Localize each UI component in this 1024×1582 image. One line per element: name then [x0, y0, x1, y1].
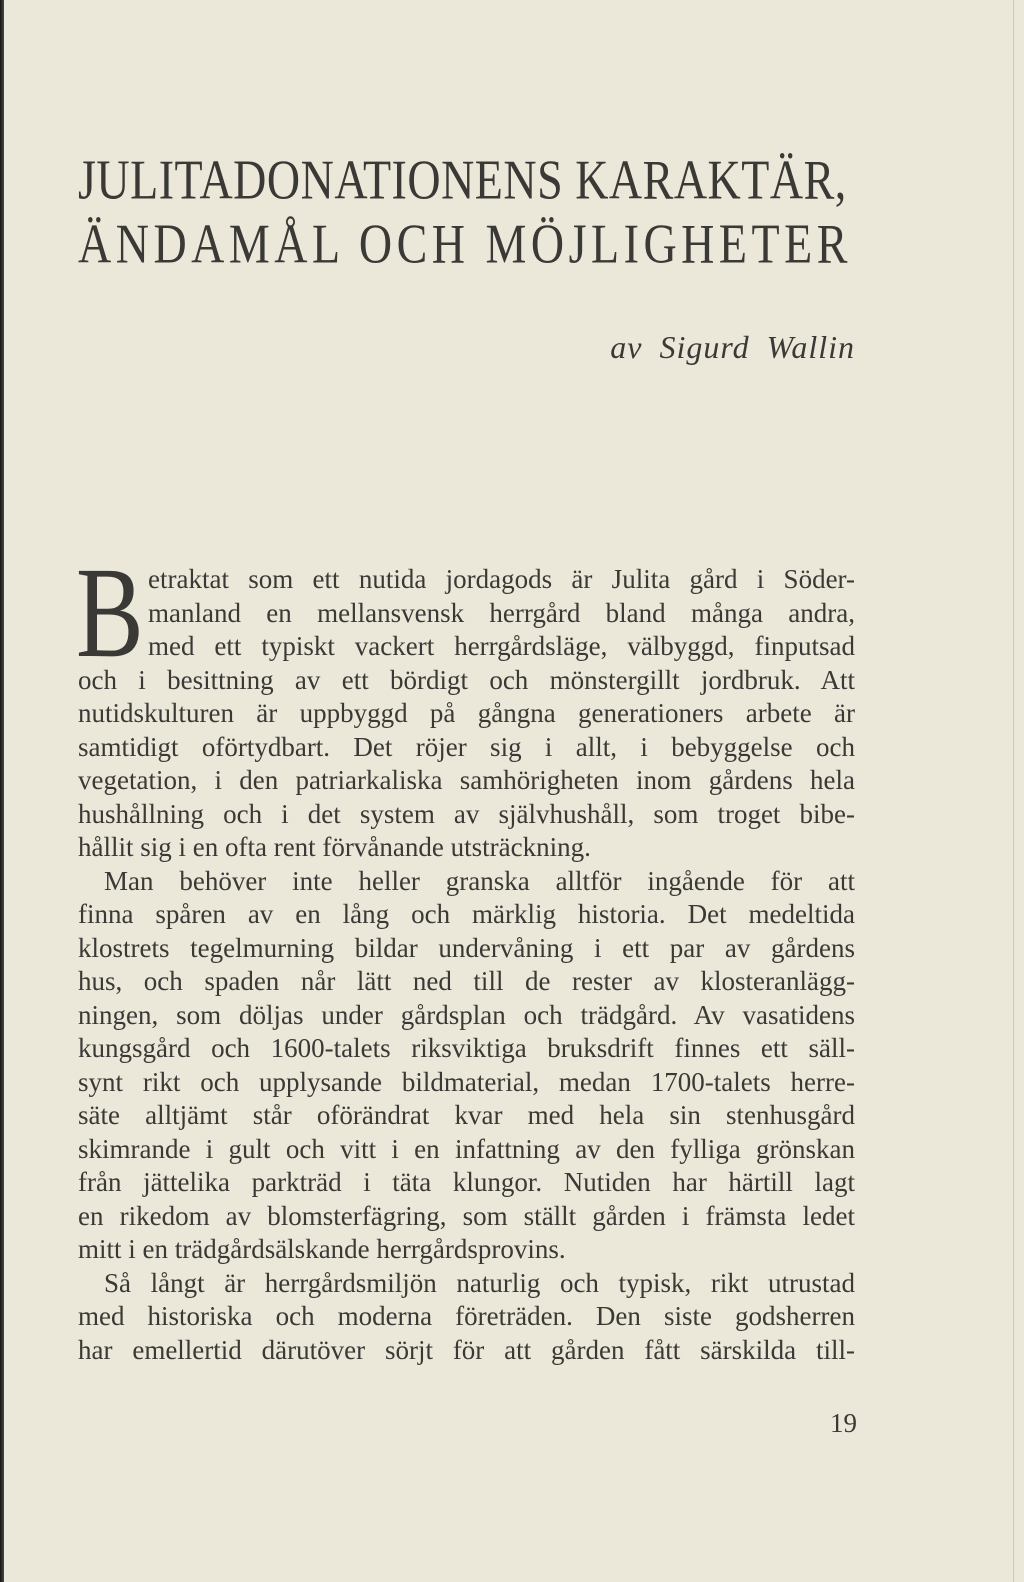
text-line: klostrets tegelmurning bildar undervåning i ett par av gårdens	[78, 932, 855, 963]
text-line: hållit sig i en ofta rent förvånande utsträckning.	[78, 832, 591, 862]
paragraph	[78, 865, 855, 1267]
text-line: och i besittning av ett bördigt och mönstergillt jordbruk. Att	[78, 664, 855, 695]
page-number: 19	[830, 1408, 857, 1438]
page-edge-right	[1013, 0, 1014, 1582]
text-line: säte alltjämt står oförändrat kvar med hela sin stenhusgård	[78, 1100, 855, 1130]
text-line: mitt i en trädgårdsälskande herrgårdsprovins.	[78, 1234, 566, 1264]
text-line: en rikedom av blomsterfägring, som ställt gården i främsta ledet	[78, 1200, 855, 1231]
scan-edge-left	[0, 0, 4, 1582]
text-line: hushållning och i det system av självhushåll, som troget bibe-	[78, 798, 855, 829]
text-line: med historiska och moderna företräden. Den siste godsherren	[78, 1301, 855, 1331]
text-line: ningen, som döljas under gårdsplan och trädgård. Av vasatidens	[78, 999, 855, 1030]
text-line: kungsgård och 1600-talets riksviktiga bruksdrift finnes ett säll-	[78, 1033, 855, 1063]
text-line: Så långt är herrgårdsmiljön naturlig och typisk, rikt utrustad	[104, 1267, 855, 1298]
text-line: från jättelika parkträd i täta klungor. Nutiden har härtill lagt	[78, 1167, 855, 1197]
text-line: skimrande i gult och vitt i en infattning av den fylliga grönskan	[78, 1133, 855, 1164]
body-text	[78, 563, 855, 1367]
drop-cap: B	[76, 541, 144, 685]
text-line: samtidigt oförtydbart. Det röjer sig i allt, i bebyggelse och	[78, 731, 855, 762]
text-line: hus, och spaden når lätt ned till de rester av klosteranlägg-	[78, 966, 855, 996]
title-line-1: JULITADONATIONENS KARAKTÄR,	[78, 148, 847, 211]
byline: av Sigurd Wallin	[610, 329, 855, 365]
text-line: finna spåren av en lång och märklig historia. Det medeltida	[78, 899, 855, 929]
paragraph	[78, 563, 855, 865]
text-line: Man behöver inte heller granska alltför ingående för att	[104, 865, 855, 896]
title-line-2: ÄNDAMÅL OCH MÖJLIGHETER	[78, 212, 852, 275]
text-line: synt rikt och upplysande bildmaterial, medan 1700-talets herre-	[78, 1066, 855, 1097]
text-line: har emellertid därutöver sörjt för att gården fått särskilda till-	[78, 1334, 855, 1365]
text-line: vegetation, i den patriarkaliska samhörigheten inom gårdens hela	[78, 765, 855, 795]
text-line: manland en mellansvensk herrgård bland många andra,	[148, 597, 855, 628]
text-line: nutidskulturen är uppbyggd på gångna generationers arbete är	[78, 698, 855, 728]
text-line: etraktat som ett nutida jordagods är Julita gård i Söder-	[148, 564, 855, 594]
text-line: med ett typiskt vackert herrgårdsläge, välbyggd, finputsad	[148, 631, 855, 661]
paragraph	[78, 1267, 855, 1368]
